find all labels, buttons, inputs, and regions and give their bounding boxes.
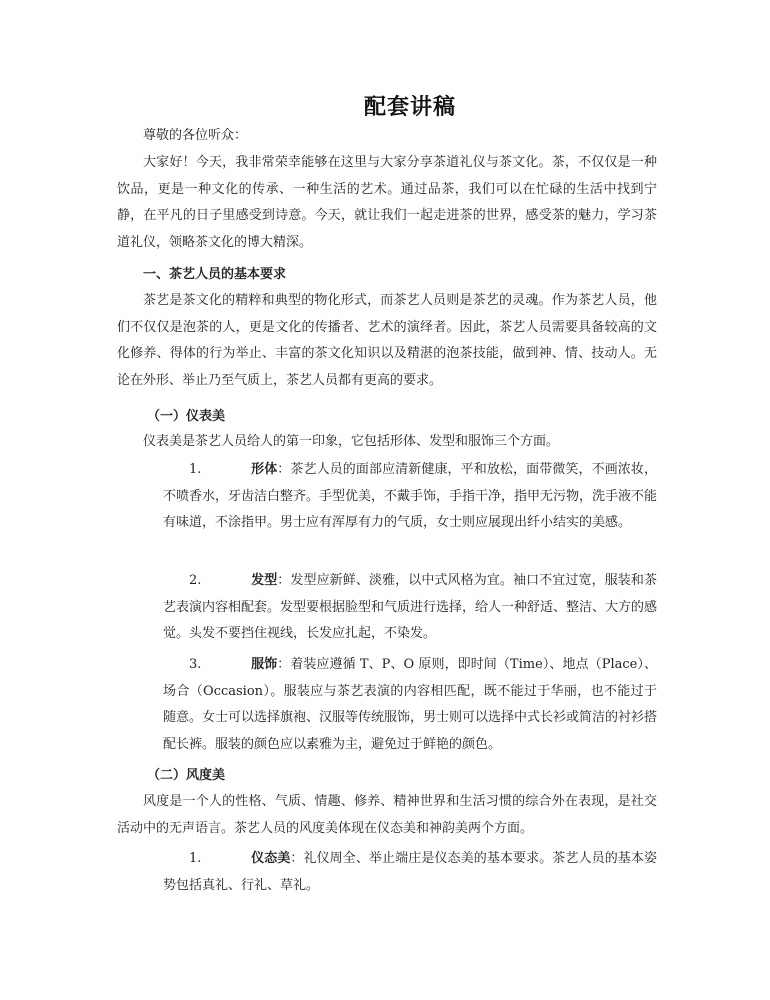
page-title: 配套讲稿 xyxy=(363,94,456,120)
list-item-label: 仪态美 xyxy=(251,851,291,866)
demeanor-intro-paragraph: 风度是一个人的性格、气质、情趣、修养、精神世界和生活习惯的综合外在表现，是社交活动中的无声语言。茶艺人员的风度美体现在仪态美和神韵美两个方面。 xyxy=(117,794,657,836)
section-heading-1: 一、茶艺人员的基本要求 xyxy=(143,267,287,282)
list-item-text: ：礼仪周全、举止端庄是仪态美的基本要求。茶艺人员的基本姿势包括真礼、行礼、草礼。 xyxy=(163,851,657,893)
appearance-intro-paragraph: 仪表美是茶艺人员给人的第一印象，它包括形体、发型和服饰三个方面。 xyxy=(143,434,560,449)
list-item-hairstyle xyxy=(163,568,657,648)
list-item-body-shape xyxy=(163,457,657,537)
list-item-label: 服饰 xyxy=(251,657,278,672)
list-item-text: ：发型应新鲜、淡雅，以中式风格为宜。袖口不宜过宽，服装和茶艺表演内容相配套。发型要根据脸型和气质进行选择，给人一种舒适、整洁、大方的感觉。头发不要挡住视线，长发应扎起，不染发。 xyxy=(163,573,658,641)
list-item-text: ：着装应遵循 T、P、O 原则，即时间（Time）、地点（Place）、场合（Occasion）。服装应与茶艺表演的内容相匹配，既不能过于华丽，也不能过于随意。女士可以选择旗袍、汉服等传统服饰，男士则可以选择中式长衫或简洁的衬衫搭配长裤。服装的颜色应以素雅为主，避免过于鲜艳的颜色。 xyxy=(163,657,658,752)
list-item-number: 2. xyxy=(189,573,202,588)
subsection-heading-appearance: （一）仪表美 xyxy=(147,409,226,424)
list-item-posture xyxy=(163,846,657,899)
list-item-clothing xyxy=(163,652,657,758)
list-item-label: 发型 xyxy=(251,573,278,588)
list-item-number: 3. xyxy=(189,657,202,672)
intro-paragraph: 大家好！今天，我非常荣幸能够在这里与大家分享茶道礼仪与茶文化。茶，不仅仅是一种饮品，更是一种文化的传承、一种生活的艺术。通过品茶，我们可以在忙碌的生活中找到宁静，在平凡的日子里感受到诗意。今天，就让我们一起走进茶的世界，感受茶的魅力，学习茶道礼仪，领略茶文化的博大精深。 xyxy=(117,155,657,250)
subsection-heading-demeanor: （二）风度美 xyxy=(147,768,226,783)
list-item-text: ：茶艺人员的面部应清新健康，平和放松，面带微笑，不画浓妆，不喷香水，牙齿洁白整齐。手型优美，不戴手饰，手指干净，指甲无污物，洗手液不能有味道，不涂指甲。男士应有浑厚有力的气质，女士则应展现出纤小结实的美感。 xyxy=(163,462,658,530)
section-1-paragraph: 茶艺是茶文化的精粹和典型的物化形式，而茶艺人员则是茶艺的灵魂。作为茶艺人员，他们不仅仅是泡茶的人，更是文化的传播者、艺术的演绎者。因此，茶艺人员需要具备较高的文化修养、得体的行为举止、丰富的茶文化知识以及精湛的泡茶技能，做到神、情、技动人。无论在外形、举止乃至气质上，茶艺人员都有更高的要求。 xyxy=(117,293,657,388)
list-item-label: 形体 xyxy=(251,462,278,477)
greeting: 尊敬的各位听众： xyxy=(143,128,248,143)
list-item-number: 1. xyxy=(189,462,202,477)
list-item-number: 1. xyxy=(189,851,202,866)
